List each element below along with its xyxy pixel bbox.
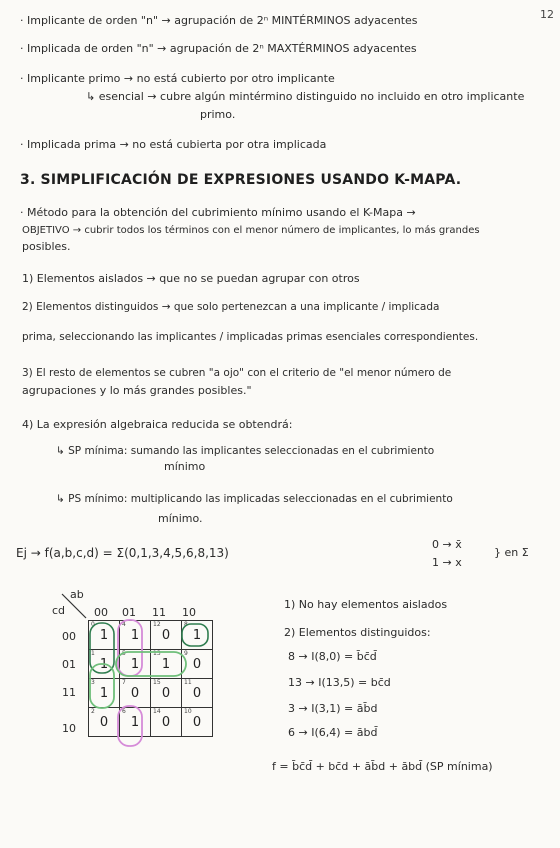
kmap-col-header: 00 (94, 606, 108, 619)
solution-line-8: 8 → I(8,0) = b̄c̄d̄ (288, 650, 377, 663)
intro-line-primo: · Implicante primo → no está cubierto por otro implicante (20, 72, 335, 85)
kmap-cell: 13 1 (151, 650, 182, 679)
kmap-cd-label: cd (52, 604, 66, 617)
kmap-cell: 15 0 (151, 679, 182, 708)
body-line-step-2-cont: prima, seleccionando las implicantes / implicadas primas esenciales correspondientes. (22, 331, 479, 343)
intro-line-implicante: · Implicante de orden "n" → agrupación de 2ⁿ MINTÉRMINOS adyacentes (20, 14, 418, 27)
kmap-cell: 11 0 (182, 679, 213, 708)
karnaugh-map (88, 620, 213, 737)
body-line-posibles: posibles. (22, 240, 71, 253)
intro-line-primo-cont: primo. (200, 108, 236, 121)
kmap-ab-label: ab (70, 588, 84, 601)
kmap-cell: 9 0 (182, 650, 213, 679)
kmap-cell: 4 1 (120, 621, 151, 650)
example-legend-zero: 0 → x̄ (432, 538, 462, 551)
solution-line-aislados: 1) No hay elementos aislados (284, 598, 448, 611)
page-number: 12 (540, 8, 554, 21)
example-function: Ej → f(a,b,c,d) = Σ(0,1,3,4,5,6,8,13) (16, 546, 229, 560)
kmap-row (89, 679, 213, 708)
kmap-row-header: 01 (62, 658, 76, 671)
kmap-cell: 12 0 (151, 621, 182, 650)
intro-line-esencial: ↳ esencial → cubre algún mintérmino distinguido no incluido en otro implicante (86, 90, 525, 103)
body-line-step-2: 2) Elementos distinguidos → que solo pertenezcan a una implicante / implicada (22, 301, 440, 313)
kmap-cell: 3 1 (89, 679, 120, 708)
body-line-step-3: 3) El resto de elementos se cubren "a ojo" con el criterio de "el menor número de (22, 367, 452, 379)
kmap-cell: 10 0 (182, 708, 213, 737)
kmap-cell: 0 1 (89, 621, 120, 650)
kmap-col-header: 01 (122, 606, 136, 619)
body-line-sp-minima: ↳ SP mínima: sumando las implicantes seleccionadas en el cubrimiento (56, 445, 435, 457)
kmap-col-header: 11 (152, 606, 166, 619)
kmap-row (89, 650, 213, 679)
body-line-step-1: 1) Elementos aislados → que no se puedan agrupar con otros (22, 272, 360, 285)
body-line-objetivo: OBJETIVO → cubrir todos los términos con el menor número de implicantes, lo más grandes (22, 225, 480, 236)
kmap-cell: 1 1 (89, 650, 120, 679)
kmap-cell: 6 1 (120, 708, 151, 737)
body-line-step-3-cont: agrupaciones y lo más grandes posibles." (22, 384, 252, 397)
example-legend-suffix: } en Σ (494, 546, 529, 559)
body-line-ps-minimo: ↳ PS mínimo: multiplicando las implicadas seleccionadas en el cubrimiento (56, 493, 453, 505)
kmap-cell: 14 0 (151, 708, 182, 737)
solution-line-6: 6 → I(6,4) = ābd̄ (288, 726, 378, 739)
kmap-cell: 7 0 (120, 679, 151, 708)
kmap-cell: 8 1 (182, 621, 213, 650)
kmap-col-header: 10 (182, 606, 196, 619)
solution-line-distinguidos: 2) Elementos distinguidos: (284, 626, 431, 639)
body-line-metodo: · Método para la obtención del cubrimiento mínimo usando el K-Mapa → (20, 206, 416, 219)
body-line-step-4: 4) La expresión algebraica reducida se obtendrá: (22, 418, 293, 431)
kmap-row-header: 11 (62, 686, 76, 699)
body-line-ps-minimo-cont: mínimo. (158, 512, 203, 525)
section-title: 3. SIMPLIFICACIÓN DE EXPRESIONES USANDO K-MAPA. (20, 172, 462, 188)
kmap-row (89, 621, 213, 650)
body-line-sp-minima-cont: mínimo (164, 460, 206, 473)
kmap-row (89, 708, 213, 737)
kmap-cell: 5 1 (120, 650, 151, 679)
solution-line-13: 13 → I(13,5) = bc̄d (288, 676, 391, 689)
intro-line-implicada: · Implicada de orden "n" → agrupación de 2ⁿ MAXTÉRMINOS adyacentes (20, 42, 417, 55)
solution-line-3: 3 → I(3,1) = āb̄d (288, 702, 378, 715)
solution-final-expression: f = b̄c̄d̄ + bc̄d + āb̄d + ābd̄ (SP mínima) (272, 760, 493, 773)
example-legend-one: 1 → x (432, 556, 462, 569)
kmap-cell: 2 0 (89, 708, 120, 737)
kmap-row-header: 00 (62, 630, 76, 643)
kmap-row-header: 10 (62, 722, 76, 735)
kmap-corner-diagonal (58, 590, 88, 620)
intro-line-implicada-prima: · Implicada prima → no está cubierta por otra implicada (20, 138, 327, 151)
